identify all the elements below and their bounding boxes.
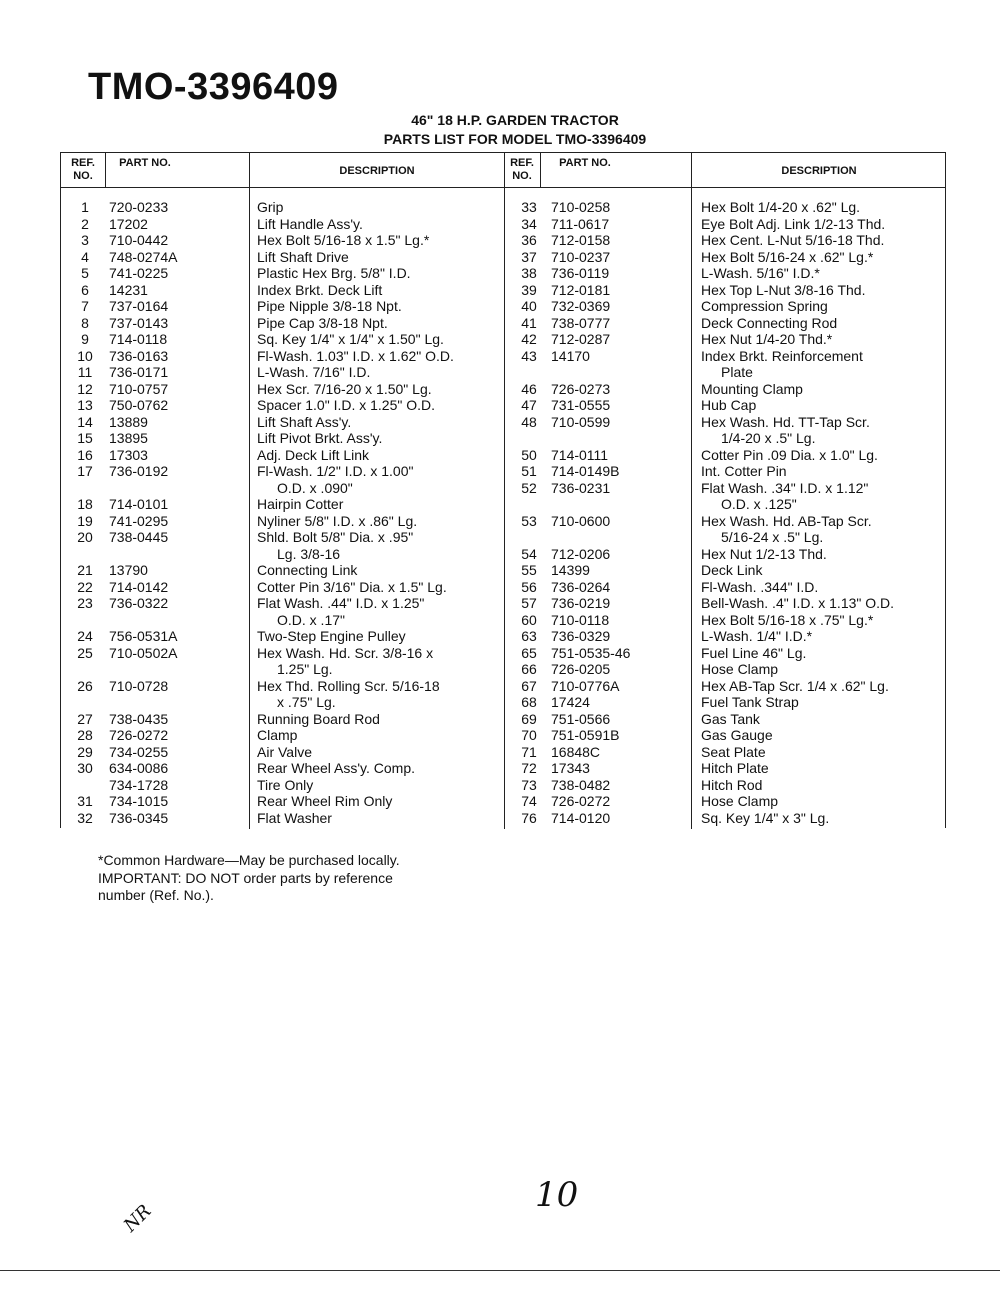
part-description-continued: O.D. x .090" [277,479,353,496]
ref-number: 47 [521,397,537,413]
part-description: Hex Bolt 5/16-24 x .62" Lg.* [701,248,874,265]
part-number: 17424 [551,694,590,710]
part-description: Hex AB-Tap Scr. 1/4 x .62" Lg. [701,677,889,694]
part-number: 710-0776A [551,677,620,694]
part-number: 736-0231 [551,479,611,496]
column-header-description-right: DESCRIPTION [781,165,857,177]
part-description: Lift Handle Ass'y. [257,215,363,232]
part-number: 710-0442 [109,232,169,248]
ref-number: 9 [81,331,89,347]
footnote [98,852,518,905]
part-number: 13790 [109,562,148,578]
part-description: Seat Plate [701,743,766,760]
part-number: 634-0086 [109,760,169,776]
part-number: 17303 [109,446,148,463]
ref-number: 3 [81,232,89,248]
ref-number: 50 [521,446,537,463]
handwritten-mark: NR [119,1200,156,1237]
part-description: Fuel Tank Strap [701,694,799,710]
ref-number: 42 [521,331,537,347]
ref-number: 20 [77,529,93,545]
part-number: 737-0143 [109,314,169,331]
ref-number: 34 [521,215,537,232]
part-number: 720-0233 [109,199,169,215]
part-number: 738-0445 [109,529,169,545]
ref-number: 65 [521,644,537,661]
column-header-part: PART NO. [119,157,171,169]
bottom-rule [0,1270,1000,1271]
ref-number: 17 [77,463,93,479]
part-description: Hub Cap [701,397,757,413]
ref-number: 11 [77,364,93,380]
part-description: Flat Wash. .44" I.D. x 1.25" [257,595,425,611]
part-description: Cotter Pin 3/16" Dia. x 1.5" Lg. [257,578,447,595]
ref-number: 70 [521,727,537,743]
part-number: 736-0264 [551,578,611,595]
part-number: 726-0272 [551,793,611,809]
parts-list-heading: PARTS LIST FOR MODEL TMO-3396409 [383,131,647,147]
part-number: 710-0728 [109,677,169,694]
ref-number: 71 [521,743,537,760]
part-number: 756-0531A [109,628,178,644]
part-number: 732-0369 [551,298,611,314]
part-number: 726-0273 [551,380,611,397]
ref-number: 68 [521,694,537,710]
ref-number: 8 [81,314,89,331]
ref-number: 39 [521,281,537,298]
document-subtitle: 46" 18 H.P. GARDEN TRACTOR [411,112,619,128]
part-description: Hitch Plate [701,760,769,776]
part-description: Hex Bolt 1/4-20 x .62" Lg. [701,199,861,215]
part-number: 710-0600 [551,512,611,529]
part-number: 736-0119 [551,265,610,281]
part-description: Hex Cent. L-Nut 5/16-18 Thd. [701,232,885,248]
part-description: Two-Step Engine Pulley [257,628,406,644]
page-number: 10 [535,1175,579,1215]
ref-number: 73 [521,776,537,793]
part-description: Flat Wash. .34" I.D. x 1.12" [701,479,869,496]
ref-number: 22 [77,578,93,595]
part-number: 751-0535-46 [551,644,631,661]
part-number: 13889 [109,413,148,430]
part-number: 736-0163 [109,347,169,364]
ref-number: 72 [521,760,537,776]
part-description-continued: 1/4-20 x .5" Lg. [721,430,816,446]
part-number: 17343 [551,760,590,776]
ref-number: 1 [81,199,89,215]
part-description: Lift Shaft Drive [257,248,349,265]
ref-number: 16 [77,446,93,463]
part-number: 14170 [551,347,590,364]
part-number: 737-0164 [109,298,169,314]
part-description: L-Wash. 1/4" I.D.* [701,628,813,644]
part-description: Tire Only [257,776,314,793]
part-description-continued: Plate [721,364,753,380]
part-number: 736-0219 [551,595,611,611]
part-number: 750-0762 [109,397,169,413]
ref-number: 19 [77,512,93,529]
part-description: Nyliner 5/8" I.D. x .86" Lg. [257,512,418,529]
part-description: Grip [257,199,284,215]
part-number: 14231 [109,281,148,298]
ref-number: 57 [521,595,537,611]
part-description: Index Brkt. Reinforcement [701,347,863,364]
part-description: Hex Nut 1/4-20 Thd.* [701,331,833,347]
ref-number: 30 [77,760,93,776]
part-description: Connecting Link [257,562,358,578]
part-description: Hairpin Cotter [257,496,344,512]
column-header-description: DESCRIPTION [339,165,415,177]
ref-number: 46 [521,380,537,397]
part-number: 714-0101 [109,496,169,512]
ref-number: 37 [521,248,537,265]
part-description: Running Board Rod [257,710,380,727]
part-description: Hex Scr. 7/16-20 x 1.50" Lg. [257,380,432,397]
ref-number: 56 [521,578,537,595]
part-description: Sq. Key 1/4" x 1/4" x 1.50" Lg. [257,331,444,347]
ref-number: 27 [77,710,93,727]
ref-number: 29 [77,743,93,760]
part-number: 736-0192 [109,463,169,479]
part-description: Clamp [257,727,298,743]
ref-number: 28 [77,727,93,743]
part-number: 712-0287 [551,331,611,347]
part-description: Hitch Rod [701,776,763,793]
part-description: Lift Shaft Ass'y. [257,413,352,430]
part-description: Hex Bolt 5/16-18 x 1.5" Lg.* [257,232,430,248]
part-description: Pipe Cap 3/8-18 Npt. [257,314,388,331]
column-header-ref: REF. NO. [71,157,95,182]
part-description-continued: x .75" Lg. [277,694,336,710]
part-description-continued: O.D. x .17" [277,611,345,628]
part-description: Lift Pivot Brkt. Ass'y. [257,430,383,446]
ref-number: 14 [77,413,93,430]
part-description: Sq. Key 1/4" x 3" Lg. [701,809,830,826]
part-description: Cotter Pin .09 Dia. x 1.0" Lg. [701,446,878,463]
part-number: 710-0757 [109,380,169,397]
part-number: 714-0118 [109,331,168,347]
part-description: Hex Thd. Rolling Scr. 5/16-18 [257,677,440,694]
part-number: 738-0482 [551,776,611,793]
part-number: 736-0322 [109,595,169,611]
column-header-ref-right: REF. NO. [510,157,534,182]
part-number: 714-0142 [109,578,169,595]
part-number: 14399 [551,562,590,578]
ref-number: 54 [521,545,537,562]
ref-number: 13 [77,397,93,413]
part-description: Bell-Wash. .4" I.D. x 1.13" O.D. [701,595,895,611]
part-description: Plastic Hex Brg. 5/8" I.D. [257,265,411,281]
part-number: 738-0777 [551,314,611,331]
part-description: Deck Connecting Rod [701,314,838,331]
part-description: Int. Cotter Pin [701,463,787,479]
part-description: Gas Tank [701,710,760,727]
ref-number: 55 [521,562,537,578]
parts-table [60,152,946,828]
part-number: 710-0237 [551,248,611,265]
parts-rows [61,153,945,828]
part-number: 736-0171 [109,364,169,380]
ref-number: 32 [77,809,93,826]
footnote-line: number (Ref. No.). [98,887,214,903]
ref-number: 40 [521,298,537,314]
part-description: L-Wash. 7/16" I.D. [257,364,371,380]
part-number: 712-0206 [551,545,611,562]
part-number: 711-0617 [551,215,610,232]
part-number: 748-0274A [109,248,178,265]
part-description: Pipe Nipple 3/8-18 Npt. [257,298,402,314]
ref-number: 31 [77,793,93,809]
part-description-continued: Lg. 3/8-16 [277,545,341,562]
part-description: Hex Bolt 5/16-18 x .75" Lg.* [701,611,874,628]
ref-number: 63 [521,628,537,644]
ref-number: 7 [81,298,89,314]
ref-number: 41 [521,314,537,331]
part-number: 17202 [109,215,148,232]
part-description: Fl-Wash. 1.03" I.D. x 1.62" O.D. [257,347,454,364]
part-description: Hex Wash. Hd. AB-Tap Scr. [701,512,872,529]
part-number: 710-0599 [551,413,611,430]
part-number: 734-0255 [109,743,169,760]
ref-number: 36 [521,232,537,248]
part-description-continued: 1.25" Lg. [277,661,333,677]
ref-number: 6 [81,281,89,298]
ref-number: 51 [521,463,537,479]
part-description: Fl-Wash. 1/2" I.D. x 1.00" [257,463,414,479]
part-number: 734-1728 [109,776,169,793]
part-number: 751-0566 [551,710,611,727]
ref-number: 2 [81,215,89,232]
part-number: 710-0502A [109,644,178,661]
part-number: 712-0181 [551,281,611,298]
ref-number: 43 [521,347,537,364]
part-number: 714-0111 [551,446,609,463]
part-description: Compression Spring [701,298,828,314]
part-description: Hose Clamp [701,661,779,677]
part-description: Hex Wash. Hd. Scr. 3/8-16 x [257,644,434,661]
ref-number: 26 [77,677,93,694]
part-description-continued: 5/16-24 x .5" Lg. [721,529,824,545]
part-number: 726-0272 [109,727,169,743]
model-title: TMO-3396409 [88,66,339,108]
part-number: 710-0258 [551,199,611,215]
part-description: Gas Gauge [701,727,773,743]
part-description: Shld. Bolt 5/8" Dia. x .95" [257,529,414,545]
part-description: Rear Wheel Rim Only [257,793,393,809]
part-number: 712-0158 [551,232,611,248]
column-header-part-right: PART NO. [559,157,611,169]
part-description: Index Brkt. Deck Lift [257,281,383,298]
part-number: 714-0149B [551,463,620,479]
ref-number: 69 [521,710,537,727]
ref-number: 15 [77,430,93,446]
part-number: 741-0225 [109,265,169,281]
part-number: 16848C [551,743,601,760]
part-number: 726-0205 [551,661,611,677]
part-description: Fuel Line 46" Lg. [701,644,807,661]
ref-number: 24 [77,628,93,644]
part-description: Flat Washer [257,809,332,826]
ref-number: 48 [521,413,537,430]
ref-number: 18 [77,496,93,512]
part-number: 734-1015 [109,793,169,809]
ref-number: 4 [81,248,89,265]
ref-number: 60 [521,611,537,628]
footnote-line: *Common Hardware—May be purchased locally. [98,852,400,868]
part-description: Hex Wash. Hd. TT-Tap Scr. [701,413,870,430]
ref-number: 66 [521,661,537,677]
ref-number: 25 [77,644,93,661]
part-number: 736-0345 [109,809,169,826]
ref-number: 67 [521,677,537,694]
part-description-continued: O.D. x .125" [721,496,797,512]
part-description: Hose Clamp [701,793,779,809]
part-description: Adj. Deck Lift Link [257,446,370,463]
part-description: Eye Bolt Adj. Link 1/2-13 Thd. [701,215,886,232]
part-number: 741-0295 [109,512,169,529]
ref-number: 38 [521,265,537,281]
part-description: Mounting Clamp [701,380,803,397]
ref-number: 5 [81,265,89,281]
ref-number: 53 [521,512,537,529]
ref-number: 33 [521,199,537,215]
part-number: 736-0329 [551,628,611,644]
footnote-line: IMPORTANT: DO NOT order parts by reference [98,869,393,886]
ref-number: 21 [77,562,93,578]
ref-number: 23 [77,595,93,611]
ref-number: 76 [521,809,537,826]
part-number: 751-0591B [551,727,620,743]
part-description: L-Wash. 5/16" I.D.* [701,265,820,281]
part-number: 714-0120 [551,809,611,826]
ref-number: 74 [521,793,537,809]
part-description: Hex Nut 1/2-13 Thd. [701,545,827,562]
part-description: Deck Link [701,562,763,578]
part-description: Air Valve [257,743,312,760]
part-description: Hex Top L-Nut 3/8-16 Thd. [701,281,866,298]
part-description: Fl-Wash. .344" I.D. [701,578,819,595]
part-number: 738-0435 [109,710,169,727]
part-description: Rear Wheel Ass'y. Comp. [257,760,416,776]
part-description: Spacer 1.0" I.D. x 1.25" O.D. [257,397,436,413]
ref-number: 52 [521,479,537,496]
part-number: 13895 [109,430,148,446]
part-number: 731-0555 [551,397,611,413]
part-number: 710-0118 [551,611,610,628]
ref-number: 10 [77,347,93,364]
ref-number: 12 [77,380,93,397]
